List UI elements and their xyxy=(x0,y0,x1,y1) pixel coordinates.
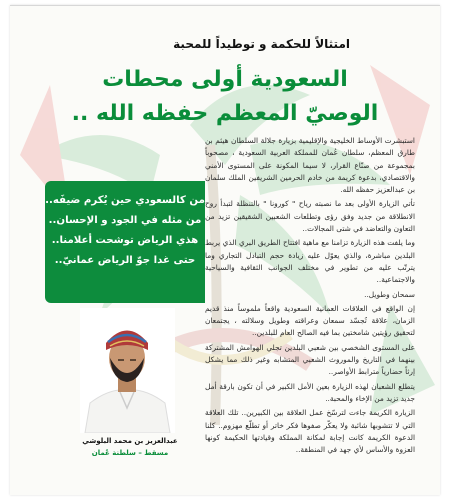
headline xyxy=(40,63,410,131)
article-body xyxy=(205,135,415,458)
poem-line: هذي الرياض توشحت أعلامنا.. xyxy=(51,235,199,246)
paragraph: الزيارة الكريمة جاءت لترسّخ عمل العلاقة بين الكبيرين.. تلك العلاقة التي لا تتشوبها شائبة ولا يعكّر صفوها فكر خاتر أو تطلّع مهزوم.. كلنا الدعوة الكريمة كانت إجابة لمكانة المملكة وقيادتها الحكيمة كونها العزوة والأساس لأي جهد في المنطقة.. xyxy=(205,408,415,455)
paragraph: على المستوى الشخصي بين شعبي البلدين تجلي الهوامش المشتركة بينهما في التاريخ والموروث الشعبي المتشابه وغير ذلك مما يشكل إرثاً حضارياً مترابط الأواصر.. xyxy=(205,342,415,377)
paragraph: سمحان وطويل.. xyxy=(364,289,415,299)
author-location: مسقط – سلطنة عُمان xyxy=(91,449,169,457)
top-border xyxy=(10,5,440,6)
article-page xyxy=(10,5,440,495)
author-caption xyxy=(65,435,195,459)
paragraph: يتطلع الشعبان لهذه الزيارة بعين الأمل الكبير في أن تكون بارقة أمل جديد تزيد من الإخاء والمحبة.. xyxy=(205,381,415,403)
paragraph: وما يلفت هذه الزيارة تزامنا مع ماهية افتتاح الطريق البري الذي يربط البلدين مباشرة، والذي يعوّل عليه زيادة حجم التبادل التجاري وما يترتّب عليه من تطوير في مختلف الجوانب الثقافية والسياحية والاجتماعية.. xyxy=(205,238,415,285)
kicker-text: امتثالاً للحكمة و توطيداً للمحبة xyxy=(173,37,350,51)
author-portrait-graphic xyxy=(80,308,175,433)
paragraph: استبشرت الأوساط الخليجية والإقليمية بزيارة جلالة السلطان هيثم بن طارق المعظم، سلطان عُمان للمملكة العربية السعودية ، مصحوباً بمجموعة من صنّاع القرار، لا سيما المكونة على المستوى الأمني والاقتصادي، بدعوة كريمة من خادم الحرمين الشريفين الملك سلمان بن عبدالعزيز حفظه الله. xyxy=(205,136,415,195)
author-name: عبدالعزيز بن محمد البلوشي xyxy=(82,437,178,445)
paragraph: تأتي الزيارة الأولى بعد ما نصبته رياح " كورونا " بالتنظلة لتبدأ روح الانطلاقة من جديد وفق رؤى وتطلعات الشعبين الشقيقين تزيد من التعاون والتعاضد في شتى المجالات.. xyxy=(205,199,415,234)
headline-line-2: الوصيّ المعظم حفظه الله .. xyxy=(71,101,379,126)
poem-line: من مثله في الجود و الإحسان.. xyxy=(48,215,202,226)
headline-line-1: السعودية أولى محطات xyxy=(102,67,348,92)
author-photo xyxy=(80,308,175,433)
poem-line: حتى غدا جوّ الرياض عمانيّ.. xyxy=(54,255,196,266)
poem-box xyxy=(45,181,205,303)
poem-line: من كالسعودي حين يُكرم ضيفَه.. xyxy=(45,195,205,206)
paragraph: إن الواقع في العلاقات العمانية السعودية واقعاً ملموساً منذ قديم الزمان، علاقة تُجسّد سمعان وعراقته وطويل وسلالته ، يجتمعان لتحقيق رؤيتين شامختين بما فيه الصالح العام للبلدين.. xyxy=(205,303,415,338)
